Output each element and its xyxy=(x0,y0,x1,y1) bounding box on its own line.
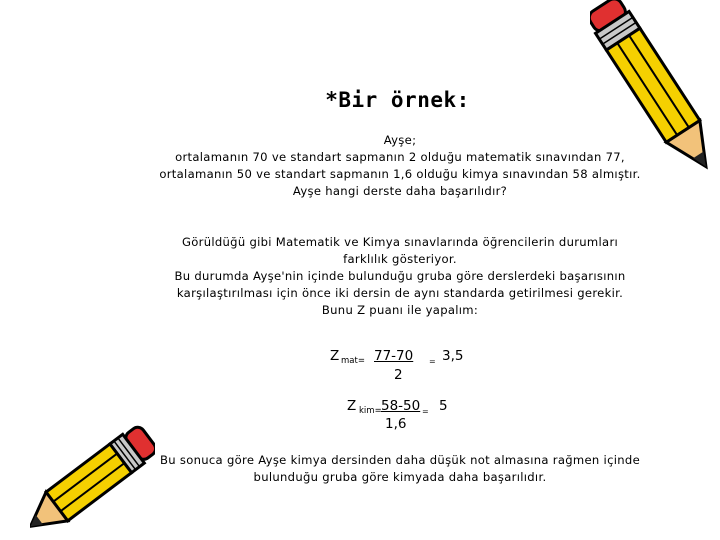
z-numerator: 58-50 xyxy=(381,398,421,414)
explanation-line: karşılaştırılması için önce iki dersin de aynı standarda getirilmesi gerekir. xyxy=(176,286,624,300)
z-equals: = xyxy=(422,407,429,416)
z-numerator: 77-70 xyxy=(374,348,414,364)
z-denominator: 2 xyxy=(394,367,403,383)
explanation-line: Görüldüğü gibi Matematik ve Kimya sınavlarında öğrencilerin durumları xyxy=(181,235,619,249)
question-line: Ayşe; xyxy=(383,133,417,147)
question-text xyxy=(110,132,690,200)
conclusion-text xyxy=(90,452,710,486)
slide-title: *Bir örnek: xyxy=(325,88,470,112)
z-denominator: 1,6 xyxy=(385,416,407,432)
explanation-line: farklılık gösteriyor. xyxy=(343,252,457,266)
z-equals: = xyxy=(429,357,436,366)
z-symbol: Z xyxy=(347,398,357,414)
question-line: Ayşe hangi derste daha başarılıdır? xyxy=(292,184,508,198)
z-symbol: Z xyxy=(330,348,340,364)
question-line: ortalamanın 70 ve standart sapmanın 2 olduğu matematik sınavından 77, xyxy=(175,150,625,164)
z-result: 5 xyxy=(439,398,448,414)
explanation-text xyxy=(105,234,695,319)
conclusion-line: Bu sonuca göre Ayşe kimya dersinden daha düşük not almasına rağmen içinde xyxy=(159,453,641,467)
explanation-line: Bunu Z puanı ile yapalım: xyxy=(321,303,479,317)
z-subscript: kim= xyxy=(359,406,382,416)
z-result: 3,5 xyxy=(442,348,464,364)
question-line: ortalamanın 50 ve standart sapmanın 1,6 olduğu kimya sınavından 58 almıştır. xyxy=(159,167,641,181)
z-subscript: mat= xyxy=(341,356,365,366)
explanation-line: Bu durumda Ayşe'nin içinde bulunduğu gruba göre derslerdeki başarısının xyxy=(174,269,626,283)
conclusion-line: bulunduğu gruba göre kimyada daha başarılıdır. xyxy=(253,470,547,484)
